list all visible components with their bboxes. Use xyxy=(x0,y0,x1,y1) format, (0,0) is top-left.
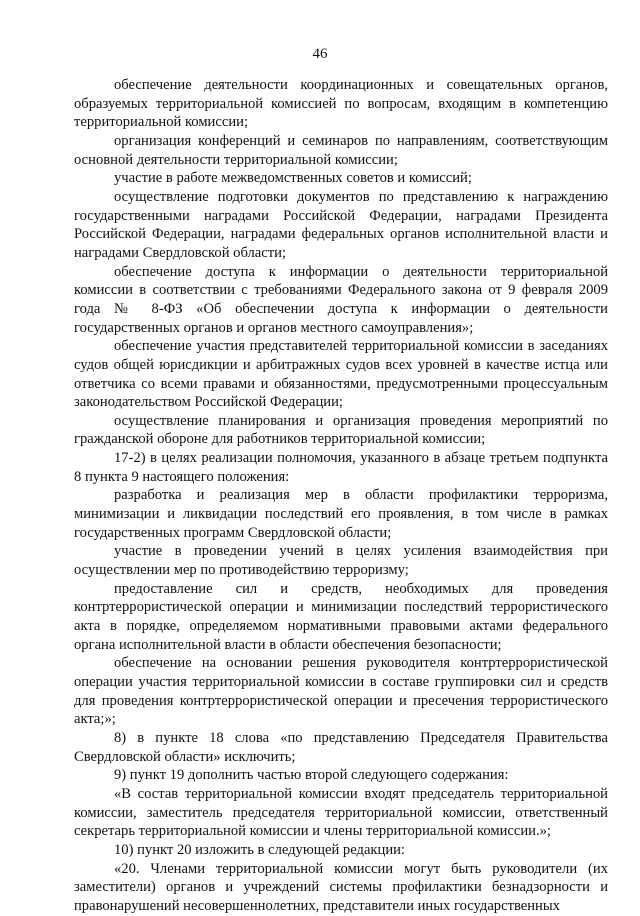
paragraph: 17-2) в целях реализации полномочия, указанного в абзаце третьем подпункта 8 пункта 9 настоящего положения: xyxy=(74,450,608,485)
paragraph: обеспечение доступа к информации о деятельности территориальной комиссии в соответствии с требованиями Федерального закона от 9 февраля 2009 года № 8-ФЗ «Об обеспечении доступа к информации о деятельности государственных органов и органов местного самоуправления»; xyxy=(74,263,608,336)
page-number: 46 xyxy=(312,46,328,62)
paragraph: «20. Членами территориальной комиссии могут быть руководители (их заместители) органов и учреждений системы профилактики безнадзорности и правонарушений несовершеннолетних, представители иных государственных xyxy=(74,860,608,914)
paragraph: 10) пункт 20 изложить в следующей редакции: xyxy=(114,841,405,858)
paragraph: 9) пункт 19 дополнить частью второй следующего содержания: xyxy=(114,767,509,784)
paragraph: предоставление сил и средств, необходимых для проведения контртеррористической операции и минимизации последствий террористического акта в порядке, определяемом нормативными правовыми актами федерального органа исполнительной власти в области обеспечения безопасности; xyxy=(74,580,608,653)
paragraph: осуществление подготовки документов по представлению к награждению государственными наградами Российской Федерации, наградами Президента Российской Федерации, наградами федеральных органов исполнительной власти и наградами Свердловской области; xyxy=(74,188,608,261)
paragraph: 8) в пункте 18 слова «по представлению Председателя Правительства Свердловской области» исключить; xyxy=(74,729,608,765)
paragraph: обеспечение на основании решения руководителя контртеррористической операции участия территориальной комиссии в составе группировки сил и средств для проведения контртеррористической операции и пресечения террористического акта;»; xyxy=(74,655,608,728)
paragraph: разработка и реализация мер в области профилактики терроризма, минимизации и ликвидации последствий его проявления, в том числе в рамках государственных программ Свердловской области; xyxy=(74,487,608,541)
paragraph: обеспечение деятельности координационных и совещательных органов, образуемых территориальной комиссией по вопросам, входящим в компетенцию территориальной комиссии; xyxy=(74,77,608,131)
paragraph: участие в проведении учений в целях усиления взаимодействия при осуществлении мер по противодействию терроризму; xyxy=(74,543,608,579)
paragraph: обеспечение участия представителей территориальной комиссии в заседаниях судов общей юрисдикции и арбитражных судов всех уровней в качестве истца или ответчика со всеми правами и обязанностями, предусмотренными процессуальным законодательством Российской Федерации; xyxy=(74,338,608,411)
paragraph: осуществление планирования и организация проведения мероприятий по гражданской обороне для работников территориальной комиссии; xyxy=(74,412,608,448)
paragraph: «В состав территориальной комиссии входят председатель территориальной комиссии, заместитель председателя территориальной комиссии, ответственный секретарь территориальной комиссии и члены территориальной комиссии.»; xyxy=(74,785,608,840)
paragraph: организация конференций и семинаров по направлениям, соответствующим основной деятельности территориальной комиссии; xyxy=(74,132,608,168)
document-body xyxy=(74,76,608,916)
paragraph: участие в работе межведомственных советов и комиссий; xyxy=(114,170,472,187)
